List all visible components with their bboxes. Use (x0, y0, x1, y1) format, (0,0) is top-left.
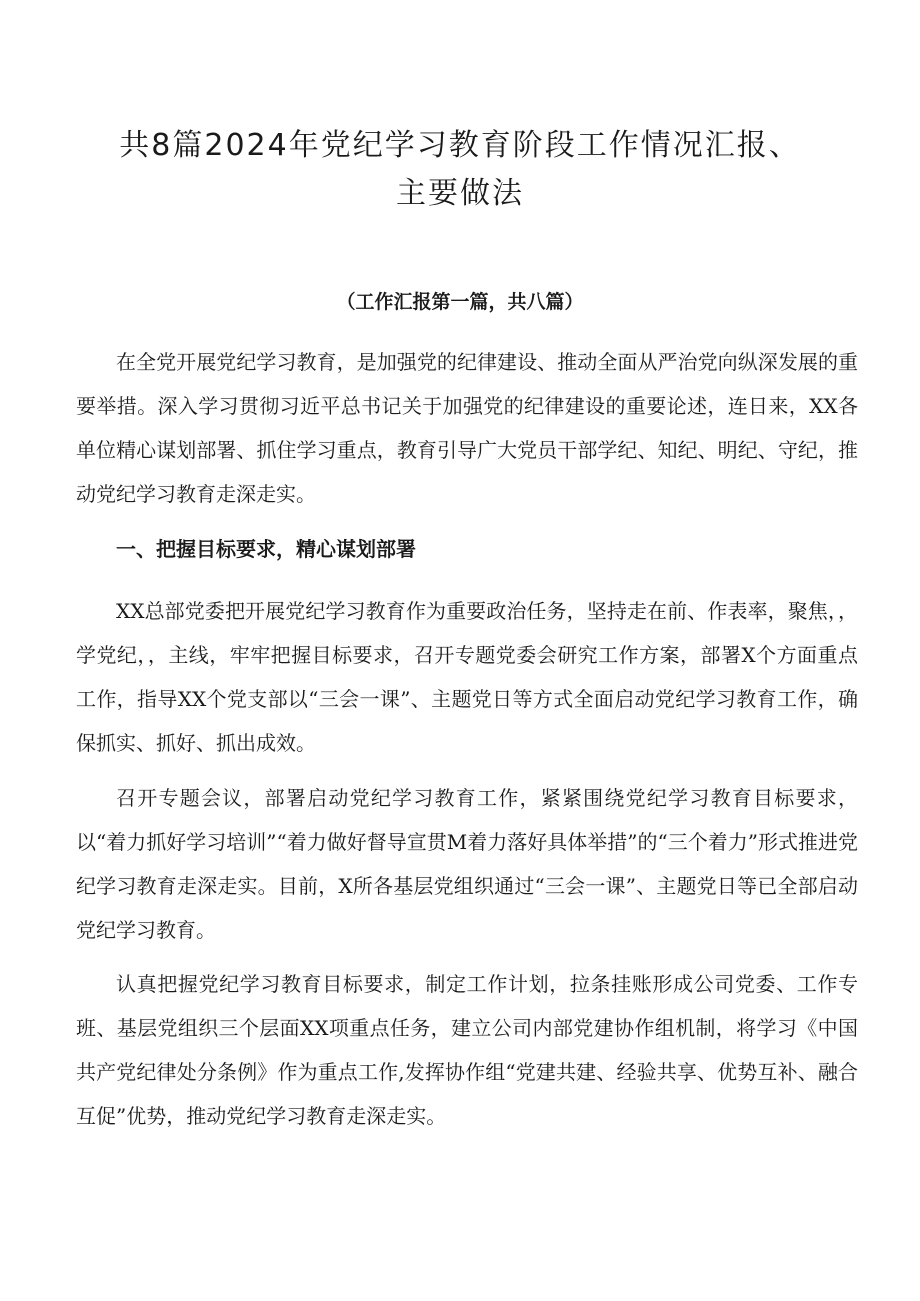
body-paragraph: XX总部党委把开展党纪学习教育作为重要政治任务，坚持走在前、作表率，聚焦，，学党纪，，主线，牢牢把握目标要求，召开专题党委会研究工作方案，部署X个方面重点工作，指导XX个党支部以“三会一课”、主题党日等方式全面启动党纪学习教育工作，确保抓实、抓好、抓出成效。 (76, 599, 858, 755)
document-subtitle: （工作汇报第一篇，共八篇） (336, 291, 584, 313)
body-paragraph: 认真把握党纪学习教育目标要求，制定工作计划，拉条挂账形成公司党委、工作专班、基层党组织三个层面XX项重点任务，建立公司内部党建协作组机制，将学习《中国共产党纪律处分条例》作为重点工作,发挥协作组“党建共建、经验共享、优势互补、融合互促”优势，推动党纪学习教育走深走实。 (76, 972, 858, 1128)
section-heading: 一、把握目标要求，精心谋划部署 (116, 537, 416, 561)
intro-paragraph: 在全党开展党纪学习教育，是加强党的纪律建设、推动全面从严治党向纵深发展的重要举措。深入学习贯彻习近平总书记关于加强党的纪律建设的重要论述，连日来，XX各单位精心谋划部署、抓住学习重点，教育引导广大党员干部学纪、知纪、明纪、守纪，推动党纪学习教育走深走实。 (76, 350, 858, 506)
body-paragraph: 召开专题会议，部署启动党纪学习教育工作，紧紧围绕党纪学习教育目标要求，以“着力抓好学习培训”“着力做好督导宣贯M着力落好具体举措”的“三个着力”形式推进党纪学习教育走深走实。目前，X所各基层党组织通过“三会一课”、主题党日等已全部启动党纪学习教育。 (76, 786, 858, 942)
document-title: 共8篇2024年党纪学习教育阶段工作情况汇报、主要做法 (119, 128, 801, 211)
